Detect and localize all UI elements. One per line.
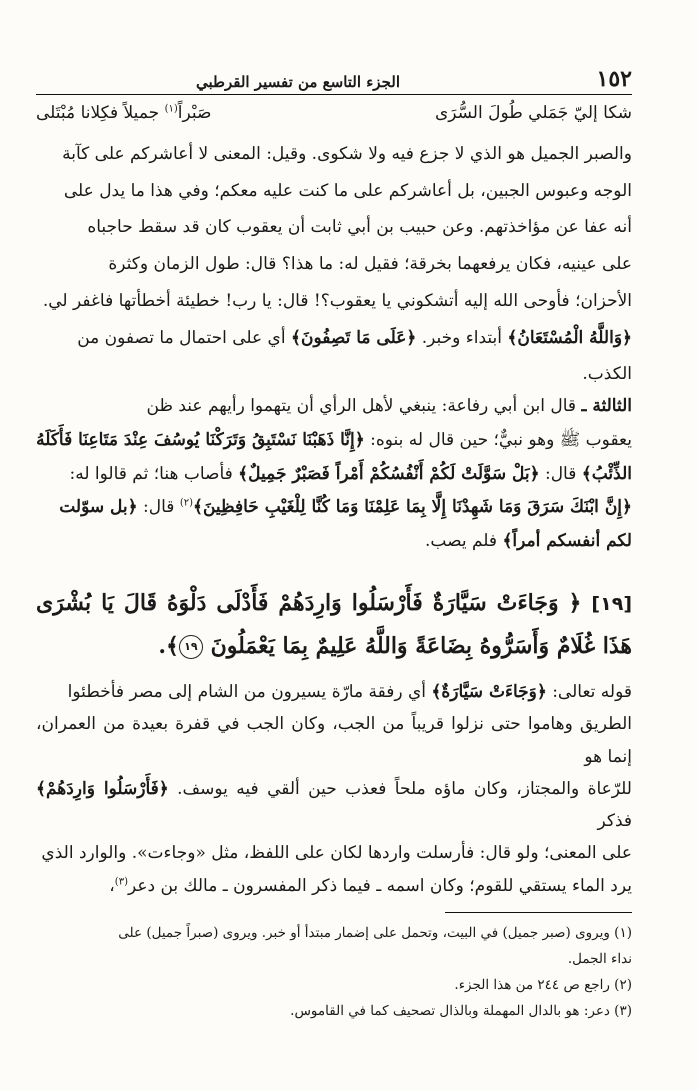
footnote-ref-1: (١) [164, 103, 178, 115]
text-line [36, 676, 632, 708]
text-span: فلم يصب. [425, 531, 503, 552]
quran-quote: ﴿وَاللَّهُ الْمُسْتَعَانُ﴾ [507, 327, 632, 348]
footnote: (١) ويروى (صبر جميل) في البيت، وتحمل على إضمار مبتدأ أو خبر. ويروى (صبراً جميل) على [118, 925, 632, 941]
text-span: قوله تعالى: [546, 682, 632, 702]
text-span: قال: [539, 463, 582, 484]
text-line [36, 320, 632, 357]
ayah-close: ﴾. [158, 633, 179, 659]
text-span: يعقوب ﷺ وهو نبيٌّ؛ حين قال له بنوه: [364, 429, 632, 450]
text-line [36, 491, 632, 525]
footnote: (٢) راجع ص ٢٤٤ من هذا الجزء. [454, 977, 632, 993]
ayah-text: ﴿ وَجَاءَتْ سَيَّارَةٌ فَأَرْسَلُوا وَارِدَهُمْ فَأَدْلَى دَلْوَهُ قَالَ يَا بُشْرَى هَذَا غُلَامٌ وَأَسَرُّوهُ بِضَاعَةً وَاللَّهُ عَلِيمٌ بِمَا يَعْمَلُونَ [36, 590, 632, 659]
text-span: قال: [137, 497, 180, 518]
section-lead: الثالثة ـ [581, 396, 632, 416]
quran-quote: ﴿فَأَرْسَلُوا وَارِدَهُمْ﴾ [36, 778, 169, 799]
footnote: نداء الجمل. [567, 951, 632, 967]
verse-second-hemistich [36, 103, 211, 123]
text-span: قال ابن أبي رفاعة: ينبغي لأهل الرأي أن يتهموا رأيهم عند ظن [146, 396, 582, 416]
quran-quote: ﴿إِنَّا ذَهَبْنَا نَسْتَبِقُ وَتَرَكْنَا يُوسُفَ عِنْدَ مَتَاعِنَا فَأَكَلَهُ [36, 429, 365, 450]
footnote-ref-2: (٢) [179, 497, 193, 509]
text-span: أي رفقة مارّة يسيرون من الشام إلى مصر فأخطئوا [67, 682, 432, 702]
text-span: يرد الماء يستقي للقوم؛ وكان اسمه ـ فيما ذكر المفسرون ـ مالك بن دعر [127, 875, 632, 896]
text-line [36, 424, 632, 458]
text-line: الوجه وعبوس الجبين، بل أعاشركم على ما كنت عليه معكم؛ وفي هذا ما يدل على [63, 180, 632, 201]
text-span: ، [109, 875, 115, 896]
quran-quote: ﴿إِنَّ ابْنَكَ سَرَقَ وَمَا شَهِدْنَا إِلَّا بِمَا عَلِمْنَا وَمَا كُنَّا لِلْغَيْبِ حَافِظِينَ﴾ [193, 497, 632, 518]
ayah-index: [١٩] [591, 593, 632, 615]
quran-quote: ﴿بل سوّلت [59, 497, 138, 518]
text-span: فذكر [597, 811, 632, 832]
footnote-ref-3: (٣) [114, 876, 128, 888]
text-line: والصبر الجميل هو الذي لا جزع فيه ولا شكوى. وقيل: المعنى لا أعاشركم على كآبة [62, 144, 632, 164]
text-line: على عينيه، فكان يرفعهما بخرقة؛ فقيل له: ما هذا؟ قال: طول الزمان وكثرة [108, 254, 632, 275]
text-line: أنه عفا عن مؤاخذتهم. وعن حبيب بن أبي ثابت أن يعقوب كان قد سقط حاجباه [87, 217, 632, 238]
text-line [36, 525, 632, 559]
running-header [36, 56, 632, 90]
footnotes [36, 920, 632, 1024]
ayah-end-marker-icon: ١٩ [179, 635, 203, 659]
text-line: على المعنى؛ ولو قال: فأرسلت واردها لكان على اللفظ، مثل «وجاءت». والوارد الذي [41, 843, 632, 864]
paragraph-1 [36, 136, 632, 393]
text-span: أي على احتمال ما تصفون من [77, 327, 291, 348]
quran-quote: لكم أنفسكم أمراً﴾ [502, 531, 632, 552]
paragraph-2 [36, 390, 632, 559]
text-span: فأصاب هنا؛ ثم قالوا له: [69, 463, 239, 484]
text-span: أبتداء وخبر. [416, 327, 508, 348]
text-line: الأحزان؛ فأوحى الله إليه أتشكوني يا يعقوب؟! قال: يا رب! خطيئة أخطأتها فاغفر لي. [42, 290, 632, 311]
verse-word: صَبْراً [177, 103, 212, 123]
footnote-rule [445, 912, 632, 913]
verse-first-hemistich: شكا إليّ جَمَلي طُولَ السُّرَى [434, 103, 632, 123]
paragraph-3 [36, 676, 632, 902]
text-line [36, 458, 632, 492]
quran-quote: ﴿وَجَاءَتْ سَيَّارَةٌ﴾ [431, 682, 547, 702]
quran-quote: ﴿عَلَى مَا تَصِفُونَ﴾ [291, 327, 417, 348]
text-span: للرّعاة والمجتاز، وكان ماؤه ملحاً فعذب حين ألقي فيه يوسف. [168, 778, 632, 799]
text-line: الطريق وهاموا حتى نزلوا قريباً من الجب، وكان الجب في قفرة بعيدة من العمران، إنما هو [36, 714, 632, 767]
footnote: (٣) دعر: هو بالدال المهملة وبالذال تصحيف كما في القاموس. [290, 1003, 632, 1019]
text-line: الكذب. [582, 364, 632, 385]
text-line [36, 773, 632, 838]
header-rule [36, 94, 632, 95]
page-number: ١٥٢ [596, 66, 632, 92]
quran-quote: الذِّئْبُ﴾ [581, 463, 632, 484]
verse-rest: جميلاً فكِلانا مُبْتَلى [36, 103, 160, 123]
text-line [36, 870, 632, 902]
ayah-block [36, 582, 632, 667]
running-title: الجزء التاسع من تفسير القرطبي [196, 73, 400, 91]
text-line [36, 390, 632, 424]
poem-verse [36, 98, 632, 128]
quran-quote: ﴿بَلْ سَوَّلَتْ لَكُمْ أَنْفُسُكُمْ أَمْراً فَصَبْرٌ جَمِيلٌ﴾ [238, 463, 540, 484]
